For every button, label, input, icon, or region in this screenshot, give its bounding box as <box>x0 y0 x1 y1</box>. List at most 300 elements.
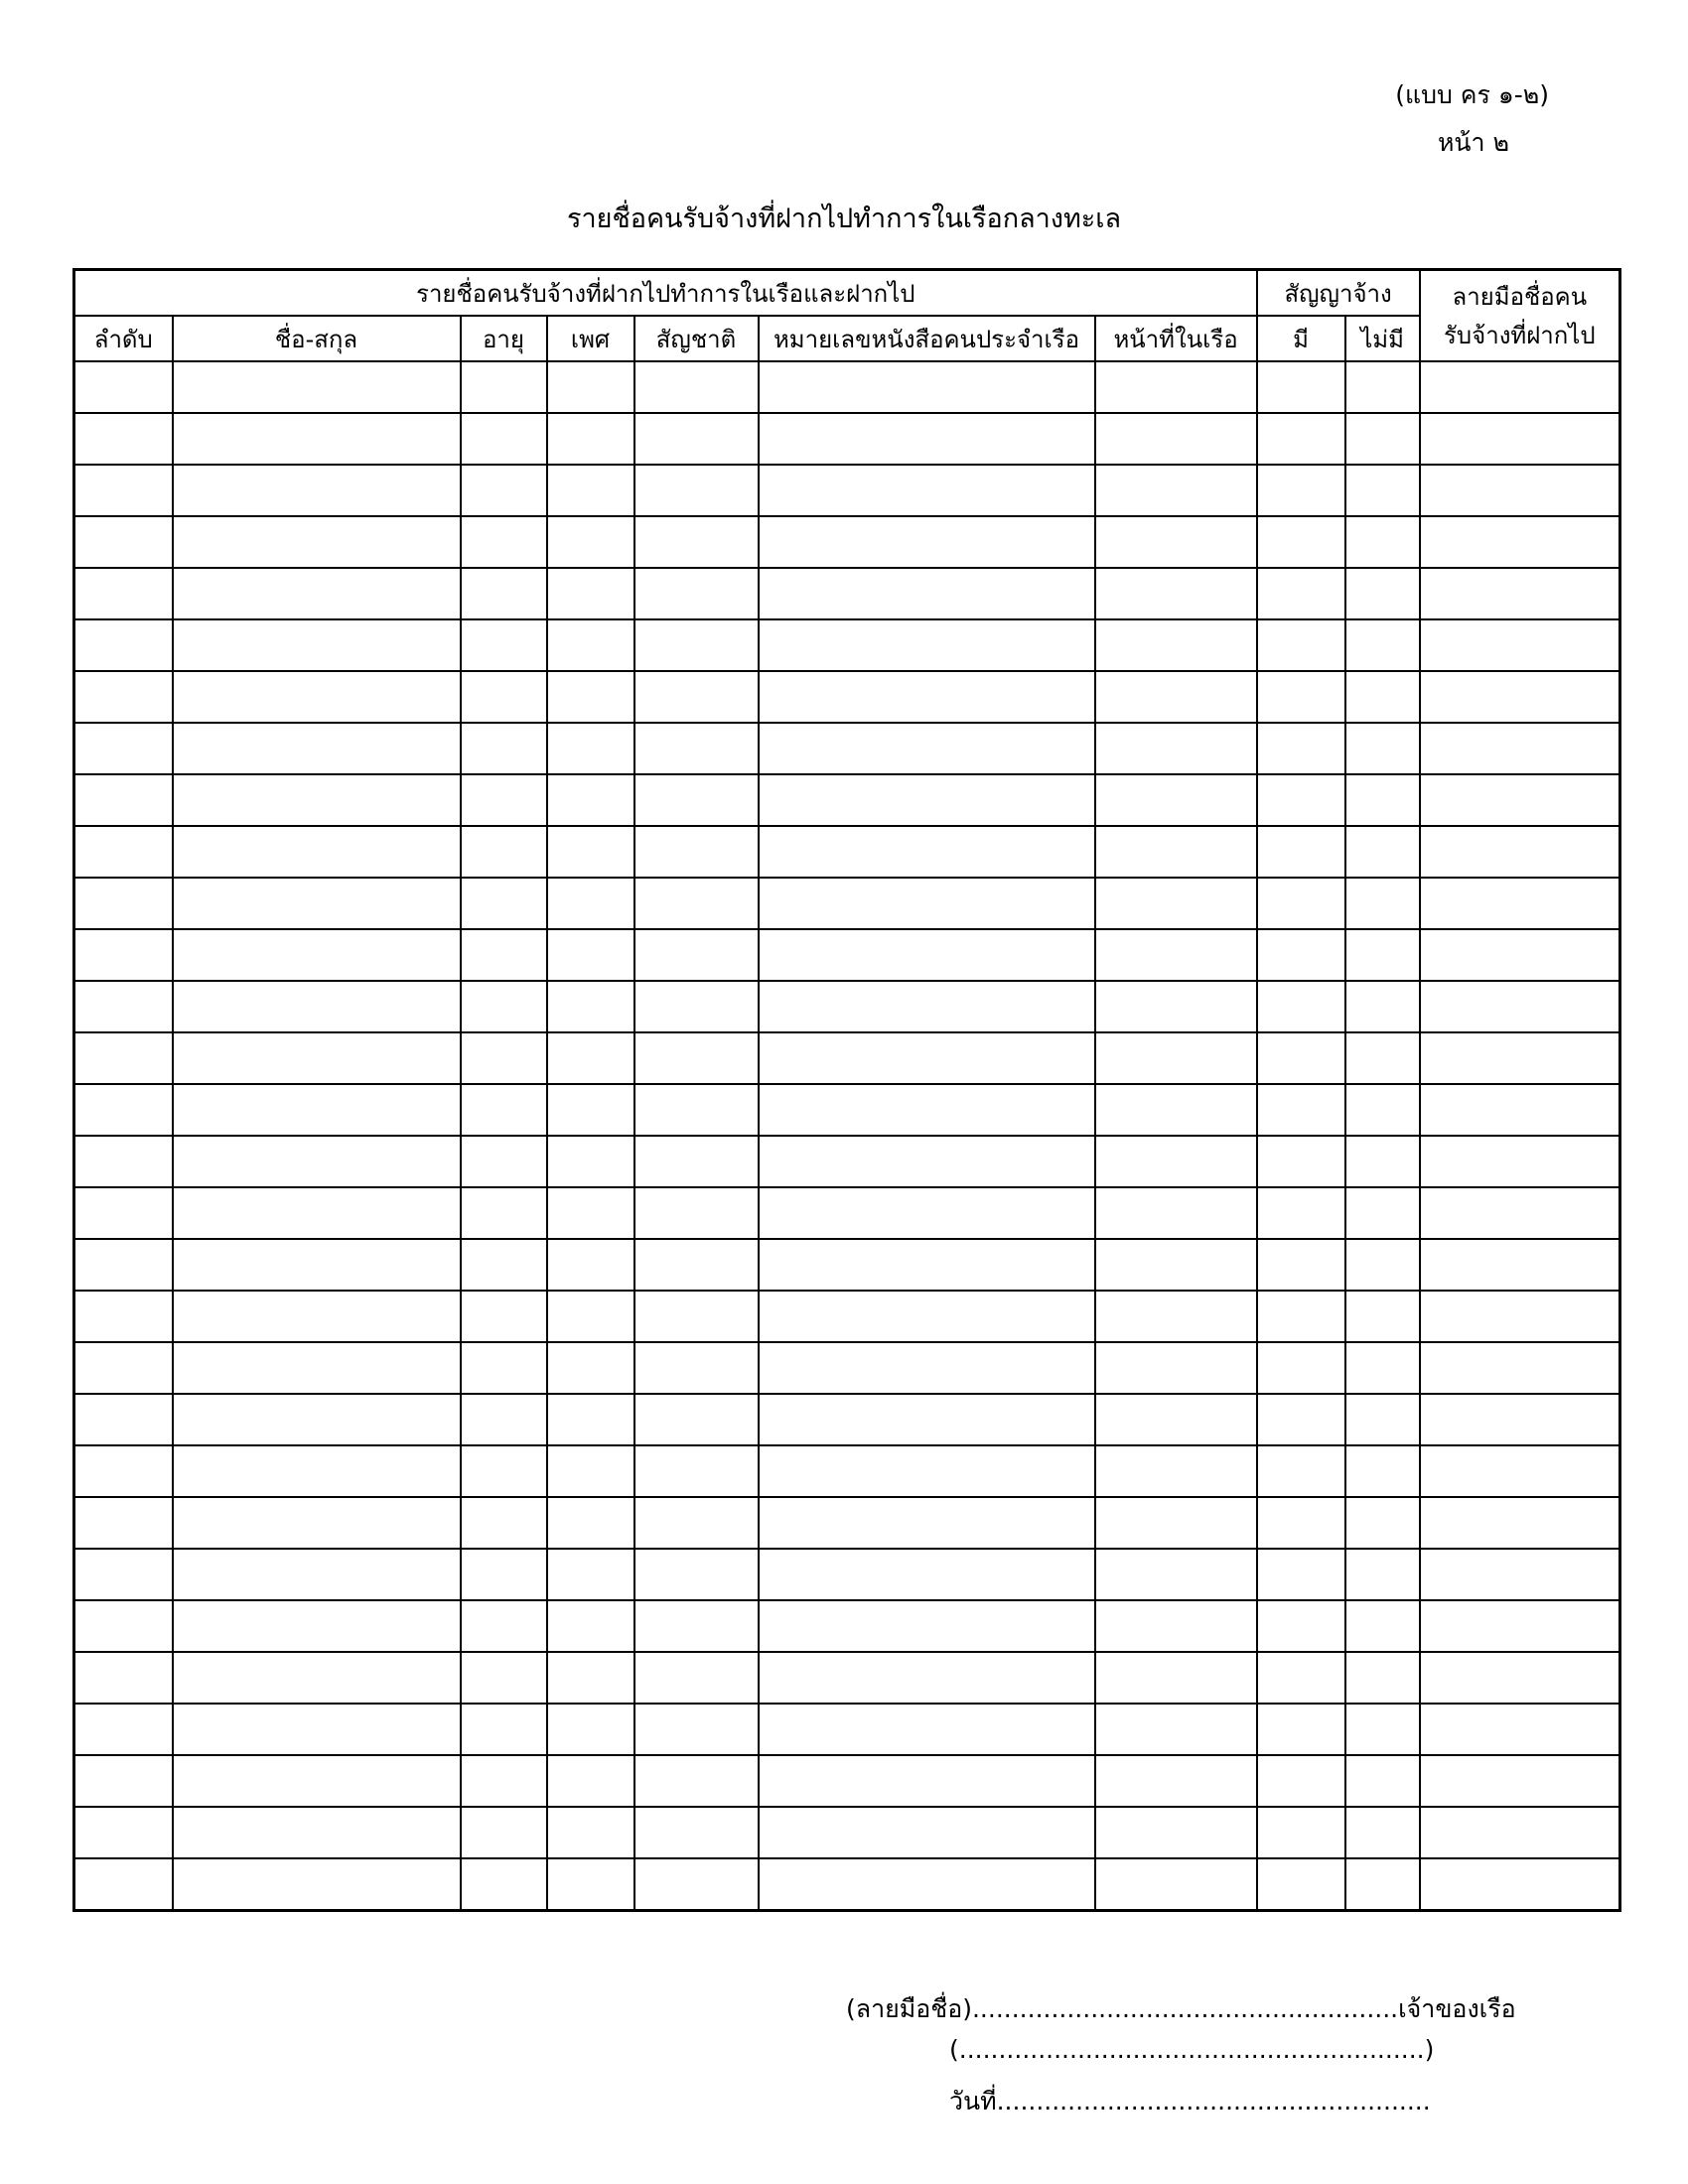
cell-nationality[interactable] <box>634 1239 759 1291</box>
cell-no-contract[interactable] <box>1345 1291 1420 1342</box>
cell-has-contract[interactable] <box>1257 1136 1345 1187</box>
cell-age[interactable] <box>461 929 547 981</box>
cell-duty[interactable] <box>1095 1394 1257 1445</box>
cell-signature[interactable] <box>1420 1858 1620 1911</box>
cell-seq[interactable] <box>74 723 173 774</box>
cell-has-contract[interactable] <box>1257 413 1345 465</box>
cell-no-contract[interactable] <box>1345 465 1420 516</box>
cell-seaman-book[interactable] <box>759 568 1095 619</box>
cell-nationality[interactable] <box>634 1445 759 1497</box>
cell-duty[interactable] <box>1095 723 1257 774</box>
cell-name[interactable] <box>173 1807 461 1858</box>
cell-nationality[interactable] <box>634 1342 759 1394</box>
cell-no-contract[interactable] <box>1345 774 1420 826</box>
cell-duty[interactable] <box>1095 361 1257 413</box>
cell-age[interactable] <box>461 1342 547 1394</box>
cell-no-contract[interactable] <box>1345 1136 1420 1187</box>
cell-nationality[interactable] <box>634 1652 759 1704</box>
cell-no-contract[interactable] <box>1345 1032 1420 1084</box>
cell-duty[interactable] <box>1095 774 1257 826</box>
cell-nationality[interactable] <box>634 516 759 568</box>
cell-signature[interactable] <box>1420 826 1620 878</box>
cell-duty[interactable] <box>1095 1497 1257 1549</box>
cell-age[interactable] <box>461 1755 547 1807</box>
cell-seq[interactable] <box>74 1497 173 1549</box>
cell-nationality[interactable] <box>634 568 759 619</box>
cell-duty[interactable] <box>1095 1032 1257 1084</box>
cell-duty[interactable] <box>1095 1600 1257 1652</box>
cell-seaman-book[interactable] <box>759 1342 1095 1394</box>
cell-no-contract[interactable] <box>1345 1394 1420 1445</box>
cell-no-contract[interactable] <box>1345 826 1420 878</box>
cell-duty[interactable] <box>1095 568 1257 619</box>
cell-seaman-book[interactable] <box>759 1807 1095 1858</box>
cell-nationality[interactable] <box>634 1084 759 1136</box>
cell-seaman-book[interactable] <box>759 619 1095 671</box>
cell-duty[interactable] <box>1095 1342 1257 1394</box>
cell-sex[interactable] <box>547 1858 634 1911</box>
cell-name[interactable] <box>173 723 461 774</box>
cell-name[interactable] <box>173 1187 461 1239</box>
cell-signature[interactable] <box>1420 568 1620 619</box>
cell-sex[interactable] <box>547 1549 634 1600</box>
cell-seaman-book[interactable] <box>759 1136 1095 1187</box>
cell-seq[interactable] <box>74 465 173 516</box>
cell-has-contract[interactable] <box>1257 1704 1345 1755</box>
cell-seq[interactable] <box>74 1187 173 1239</box>
cell-name[interactable] <box>173 465 461 516</box>
cell-seaman-book[interactable] <box>759 1600 1095 1652</box>
cell-name[interactable] <box>173 1032 461 1084</box>
cell-seq[interactable] <box>74 1549 173 1600</box>
cell-seaman-book[interactable] <box>759 1032 1095 1084</box>
cell-age[interactable] <box>461 878 547 929</box>
cell-has-contract[interactable] <box>1257 671 1345 723</box>
cell-has-contract[interactable] <box>1257 1755 1345 1807</box>
cell-sex[interactable] <box>547 671 634 723</box>
cell-age[interactable] <box>461 1394 547 1445</box>
cell-seq[interactable] <box>74 619 173 671</box>
cell-seaman-book[interactable] <box>759 929 1095 981</box>
cell-seaman-book[interactable] <box>759 1497 1095 1549</box>
cell-has-contract[interactable] <box>1257 619 1345 671</box>
cell-seq[interactable] <box>74 568 173 619</box>
cell-sex[interactable] <box>547 774 634 826</box>
cell-no-contract[interactable] <box>1345 723 1420 774</box>
cell-has-contract[interactable] <box>1257 1445 1345 1497</box>
cell-nationality[interactable] <box>634 723 759 774</box>
cell-nationality[interactable] <box>634 1032 759 1084</box>
cell-duty[interactable] <box>1095 1291 1257 1342</box>
cell-sex[interactable] <box>547 361 634 413</box>
cell-signature[interactable] <box>1420 1652 1620 1704</box>
cell-no-contract[interactable] <box>1345 1704 1420 1755</box>
cell-sex[interactable] <box>547 568 634 619</box>
cell-has-contract[interactable] <box>1257 774 1345 826</box>
cell-sex[interactable] <box>547 1032 634 1084</box>
cell-seq[interactable] <box>74 413 173 465</box>
cell-signature[interactable] <box>1420 1136 1620 1187</box>
cell-duty[interactable] <box>1095 1084 1257 1136</box>
cell-sex[interactable] <box>547 723 634 774</box>
cell-signature[interactable] <box>1420 413 1620 465</box>
cell-duty[interactable] <box>1095 929 1257 981</box>
cell-name[interactable] <box>173 413 461 465</box>
cell-seaman-book[interactable] <box>759 1291 1095 1342</box>
cell-no-contract[interactable] <box>1345 1497 1420 1549</box>
cell-age[interactable] <box>461 1497 547 1549</box>
cell-seaman-book[interactable] <box>759 1187 1095 1239</box>
cell-no-contract[interactable] <box>1345 568 1420 619</box>
cell-no-contract[interactable] <box>1345 929 1420 981</box>
cell-age[interactable] <box>461 1600 547 1652</box>
cell-signature[interactable] <box>1420 981 1620 1032</box>
cell-seq[interactable] <box>74 1084 173 1136</box>
cell-age[interactable] <box>461 1187 547 1239</box>
cell-name[interactable] <box>173 568 461 619</box>
cell-seq[interactable] <box>74 1445 173 1497</box>
cell-seaman-book[interactable] <box>759 413 1095 465</box>
cell-seq[interactable] <box>74 671 173 723</box>
cell-sex[interactable] <box>547 1497 634 1549</box>
cell-seq[interactable] <box>74 1858 173 1911</box>
cell-age[interactable] <box>461 1704 547 1755</box>
cell-sex[interactable] <box>547 1187 634 1239</box>
cell-sex[interactable] <box>547 1291 634 1342</box>
cell-nationality[interactable] <box>634 1136 759 1187</box>
cell-signature[interactable] <box>1420 774 1620 826</box>
cell-signature[interactable] <box>1420 1549 1620 1600</box>
cell-sex[interactable] <box>547 1755 634 1807</box>
cell-name[interactable] <box>173 981 461 1032</box>
cell-seq[interactable] <box>74 1239 173 1291</box>
cell-no-contract[interactable] <box>1345 671 1420 723</box>
cell-seq[interactable] <box>74 516 173 568</box>
cell-nationality[interactable] <box>634 981 759 1032</box>
cell-has-contract[interactable] <box>1257 1652 1345 1704</box>
cell-seaman-book[interactable] <box>759 361 1095 413</box>
cell-sex[interactable] <box>547 516 634 568</box>
cell-has-contract[interactable] <box>1257 465 1345 516</box>
cell-seaman-book[interactable] <box>759 1755 1095 1807</box>
cell-age[interactable] <box>461 619 547 671</box>
cell-seq[interactable] <box>74 826 173 878</box>
cell-has-contract[interactable] <box>1257 1807 1345 1858</box>
cell-seq[interactable] <box>74 981 173 1032</box>
cell-seq[interactable] <box>74 774 173 826</box>
cell-age[interactable] <box>461 774 547 826</box>
cell-sex[interactable] <box>547 1342 634 1394</box>
cell-has-contract[interactable] <box>1257 1291 1345 1342</box>
cell-duty[interactable] <box>1095 981 1257 1032</box>
cell-age[interactable] <box>461 1291 547 1342</box>
cell-signature[interactable] <box>1420 929 1620 981</box>
cell-sex[interactable] <box>547 1239 634 1291</box>
cell-signature[interactable] <box>1420 1755 1620 1807</box>
cell-nationality[interactable] <box>634 465 759 516</box>
cell-duty[interactable] <box>1095 826 1257 878</box>
cell-no-contract[interactable] <box>1345 1807 1420 1858</box>
cell-signature[interactable] <box>1420 619 1620 671</box>
cell-sex[interactable] <box>547 929 634 981</box>
cell-seq[interactable] <box>74 1291 173 1342</box>
cell-name[interactable] <box>173 1394 461 1445</box>
cell-seaman-book[interactable] <box>759 723 1095 774</box>
cell-seq[interactable] <box>74 1807 173 1858</box>
cell-no-contract[interactable] <box>1345 1342 1420 1394</box>
cell-name[interactable] <box>173 774 461 826</box>
cell-has-contract[interactable] <box>1257 516 1345 568</box>
cell-sex[interactable] <box>547 619 634 671</box>
cell-name[interactable] <box>173 361 461 413</box>
cell-seaman-book[interactable] <box>759 1239 1095 1291</box>
cell-sex[interactable] <box>547 465 634 516</box>
cell-name[interactable] <box>173 1084 461 1136</box>
cell-age[interactable] <box>461 465 547 516</box>
cell-signature[interactable] <box>1420 671 1620 723</box>
cell-name[interactable] <box>173 1549 461 1600</box>
cell-sex[interactable] <box>547 981 634 1032</box>
cell-seq[interactable] <box>74 878 173 929</box>
cell-sex[interactable] <box>547 1600 634 1652</box>
cell-duty[interactable] <box>1095 671 1257 723</box>
cell-no-contract[interactable] <box>1345 1858 1420 1911</box>
cell-duty[interactable] <box>1095 1136 1257 1187</box>
cell-age[interactable] <box>461 1032 547 1084</box>
cell-duty[interactable] <box>1095 619 1257 671</box>
cell-no-contract[interactable] <box>1345 981 1420 1032</box>
cell-name[interactable] <box>173 619 461 671</box>
cell-name[interactable] <box>173 671 461 723</box>
cell-duty[interactable] <box>1095 1858 1257 1911</box>
cell-duty[interactable] <box>1095 1187 1257 1239</box>
cell-duty[interactable] <box>1095 1652 1257 1704</box>
cell-name[interactable] <box>173 1652 461 1704</box>
cell-no-contract[interactable] <box>1345 413 1420 465</box>
cell-no-contract[interactable] <box>1345 1187 1420 1239</box>
cell-signature[interactable] <box>1420 1600 1620 1652</box>
cell-seaman-book[interactable] <box>759 878 1095 929</box>
cell-duty[interactable] <box>1095 1704 1257 1755</box>
cell-has-contract[interactable] <box>1257 1342 1345 1394</box>
cell-name[interactable] <box>173 929 461 981</box>
cell-duty[interactable] <box>1095 413 1257 465</box>
cell-seaman-book[interactable] <box>759 1704 1095 1755</box>
cell-age[interactable] <box>461 1445 547 1497</box>
cell-duty[interactable] <box>1095 1239 1257 1291</box>
cell-seq[interactable] <box>74 1136 173 1187</box>
cell-age[interactable] <box>461 413 547 465</box>
cell-name[interactable] <box>173 1291 461 1342</box>
cell-no-contract[interactable] <box>1345 1445 1420 1497</box>
cell-signature[interactable] <box>1420 1394 1620 1445</box>
cell-age[interactable] <box>461 1549 547 1600</box>
cell-nationality[interactable] <box>634 1394 759 1445</box>
cell-nationality[interactable] <box>634 774 759 826</box>
cell-name[interactable] <box>173 1858 461 1911</box>
cell-signature[interactable] <box>1420 1704 1620 1755</box>
cell-signature[interactable] <box>1420 1807 1620 1858</box>
cell-duty[interactable] <box>1095 878 1257 929</box>
cell-has-contract[interactable] <box>1257 981 1345 1032</box>
cell-no-contract[interactable] <box>1345 619 1420 671</box>
cell-seaman-book[interactable] <box>759 1445 1095 1497</box>
cell-nationality[interactable] <box>634 1497 759 1549</box>
cell-has-contract[interactable] <box>1257 568 1345 619</box>
cell-signature[interactable] <box>1420 361 1620 413</box>
cell-seq[interactable] <box>74 1394 173 1445</box>
cell-signature[interactable] <box>1420 1342 1620 1394</box>
cell-duty[interactable] <box>1095 516 1257 568</box>
cell-name[interactable] <box>173 1342 461 1394</box>
cell-name[interactable] <box>173 1497 461 1549</box>
cell-nationality[interactable] <box>634 929 759 981</box>
cell-has-contract[interactable] <box>1257 878 1345 929</box>
cell-seq[interactable] <box>74 929 173 981</box>
cell-sex[interactable] <box>547 413 634 465</box>
cell-duty[interactable] <box>1095 465 1257 516</box>
cell-age[interactable] <box>461 1136 547 1187</box>
cell-duty[interactable] <box>1095 1549 1257 1600</box>
cell-seaman-book[interactable] <box>759 671 1095 723</box>
cell-seaman-book[interactable] <box>759 516 1095 568</box>
cell-age[interactable] <box>461 1858 547 1911</box>
cell-name[interactable] <box>173 878 461 929</box>
cell-no-contract[interactable] <box>1345 1239 1420 1291</box>
cell-has-contract[interactable] <box>1257 723 1345 774</box>
cell-signature[interactable] <box>1420 1239 1620 1291</box>
cell-no-contract[interactable] <box>1345 878 1420 929</box>
cell-nationality[interactable] <box>634 1755 759 1807</box>
cell-nationality[interactable] <box>634 1600 759 1652</box>
cell-name[interactable] <box>173 1755 461 1807</box>
cell-age[interactable] <box>461 568 547 619</box>
cell-nationality[interactable] <box>634 1187 759 1239</box>
cell-signature[interactable] <box>1420 1187 1620 1239</box>
cell-signature[interactable] <box>1420 516 1620 568</box>
cell-has-contract[interactable] <box>1257 929 1345 981</box>
cell-age[interactable] <box>461 1239 547 1291</box>
cell-has-contract[interactable] <box>1257 1032 1345 1084</box>
cell-has-contract[interactable] <box>1257 826 1345 878</box>
cell-sex[interactable] <box>547 1652 634 1704</box>
cell-nationality[interactable] <box>634 1807 759 1858</box>
cell-name[interactable] <box>173 1239 461 1291</box>
cell-sex[interactable] <box>547 1445 634 1497</box>
cell-sex[interactable] <box>547 1704 634 1755</box>
cell-signature[interactable] <box>1420 465 1620 516</box>
cell-signature[interactable] <box>1420 723 1620 774</box>
cell-duty[interactable] <box>1095 1755 1257 1807</box>
cell-has-contract[interactable] <box>1257 1858 1345 1911</box>
cell-seaman-book[interactable] <box>759 826 1095 878</box>
cell-no-contract[interactable] <box>1345 1755 1420 1807</box>
cell-age[interactable] <box>461 671 547 723</box>
cell-has-contract[interactable] <box>1257 1497 1345 1549</box>
cell-nationality[interactable] <box>634 826 759 878</box>
cell-age[interactable] <box>461 981 547 1032</box>
cell-age[interactable] <box>461 1807 547 1858</box>
cell-seaman-book[interactable] <box>759 774 1095 826</box>
cell-has-contract[interactable] <box>1257 1600 1345 1652</box>
cell-has-contract[interactable] <box>1257 361 1345 413</box>
cell-seq[interactable] <box>74 1704 173 1755</box>
cell-age[interactable] <box>461 826 547 878</box>
cell-nationality[interactable] <box>634 619 759 671</box>
cell-no-contract[interactable] <box>1345 516 1420 568</box>
cell-seq[interactable] <box>74 1652 173 1704</box>
cell-nationality[interactable] <box>634 878 759 929</box>
cell-seaman-book[interactable] <box>759 1652 1095 1704</box>
cell-seaman-book[interactable] <box>759 465 1095 516</box>
cell-no-contract[interactable] <box>1345 1600 1420 1652</box>
cell-seq[interactable] <box>74 361 173 413</box>
cell-signature[interactable] <box>1420 878 1620 929</box>
cell-age[interactable] <box>461 1652 547 1704</box>
cell-seaman-book[interactable] <box>759 1394 1095 1445</box>
cell-has-contract[interactable] <box>1257 1084 1345 1136</box>
cell-sex[interactable] <box>547 1084 634 1136</box>
cell-sex[interactable] <box>547 826 634 878</box>
cell-has-contract[interactable] <box>1257 1239 1345 1291</box>
cell-seaman-book[interactable] <box>759 1858 1095 1911</box>
cell-name[interactable] <box>173 516 461 568</box>
cell-seq[interactable] <box>74 1755 173 1807</box>
cell-sex[interactable] <box>547 878 634 929</box>
cell-has-contract[interactable] <box>1257 1394 1345 1445</box>
cell-seq[interactable] <box>74 1342 173 1394</box>
cell-no-contract[interactable] <box>1345 1652 1420 1704</box>
cell-signature[interactable] <box>1420 1291 1620 1342</box>
cell-nationality[interactable] <box>634 413 759 465</box>
cell-age[interactable] <box>461 723 547 774</box>
cell-seq[interactable] <box>74 1600 173 1652</box>
cell-seaman-book[interactable] <box>759 1549 1095 1600</box>
cell-duty[interactable] <box>1095 1445 1257 1497</box>
cell-age[interactable] <box>461 516 547 568</box>
cell-sex[interactable] <box>547 1394 634 1445</box>
cell-no-contract[interactable] <box>1345 1549 1420 1600</box>
cell-name[interactable] <box>173 1704 461 1755</box>
cell-no-contract[interactable] <box>1345 1084 1420 1136</box>
cell-seq[interactable] <box>74 1032 173 1084</box>
cell-signature[interactable] <box>1420 1497 1620 1549</box>
cell-sex[interactable] <box>547 1807 634 1858</box>
cell-signature[interactable] <box>1420 1445 1620 1497</box>
cell-has-contract[interactable] <box>1257 1187 1345 1239</box>
cell-name[interactable] <box>173 1600 461 1652</box>
cell-nationality[interactable] <box>634 361 759 413</box>
cell-nationality[interactable] <box>634 1549 759 1600</box>
cell-seaman-book[interactable] <box>759 1084 1095 1136</box>
cell-no-contract[interactable] <box>1345 361 1420 413</box>
cell-name[interactable] <box>173 826 461 878</box>
cell-name[interactable] <box>173 1136 461 1187</box>
cell-has-contract[interactable] <box>1257 1549 1345 1600</box>
cell-signature[interactable] <box>1420 1084 1620 1136</box>
cell-nationality[interactable] <box>634 1291 759 1342</box>
cell-signature[interactable] <box>1420 1032 1620 1084</box>
cell-nationality[interactable] <box>634 1858 759 1911</box>
cell-nationality[interactable] <box>634 671 759 723</box>
cell-name[interactable] <box>173 1445 461 1497</box>
cell-duty[interactable] <box>1095 1807 1257 1858</box>
cell-age[interactable] <box>461 1084 547 1136</box>
cell-seaman-book[interactable] <box>759 981 1095 1032</box>
cell-age[interactable] <box>461 361 547 413</box>
cell-nationality[interactable] <box>634 1704 759 1755</box>
cell-sex[interactable] <box>547 1136 634 1187</box>
